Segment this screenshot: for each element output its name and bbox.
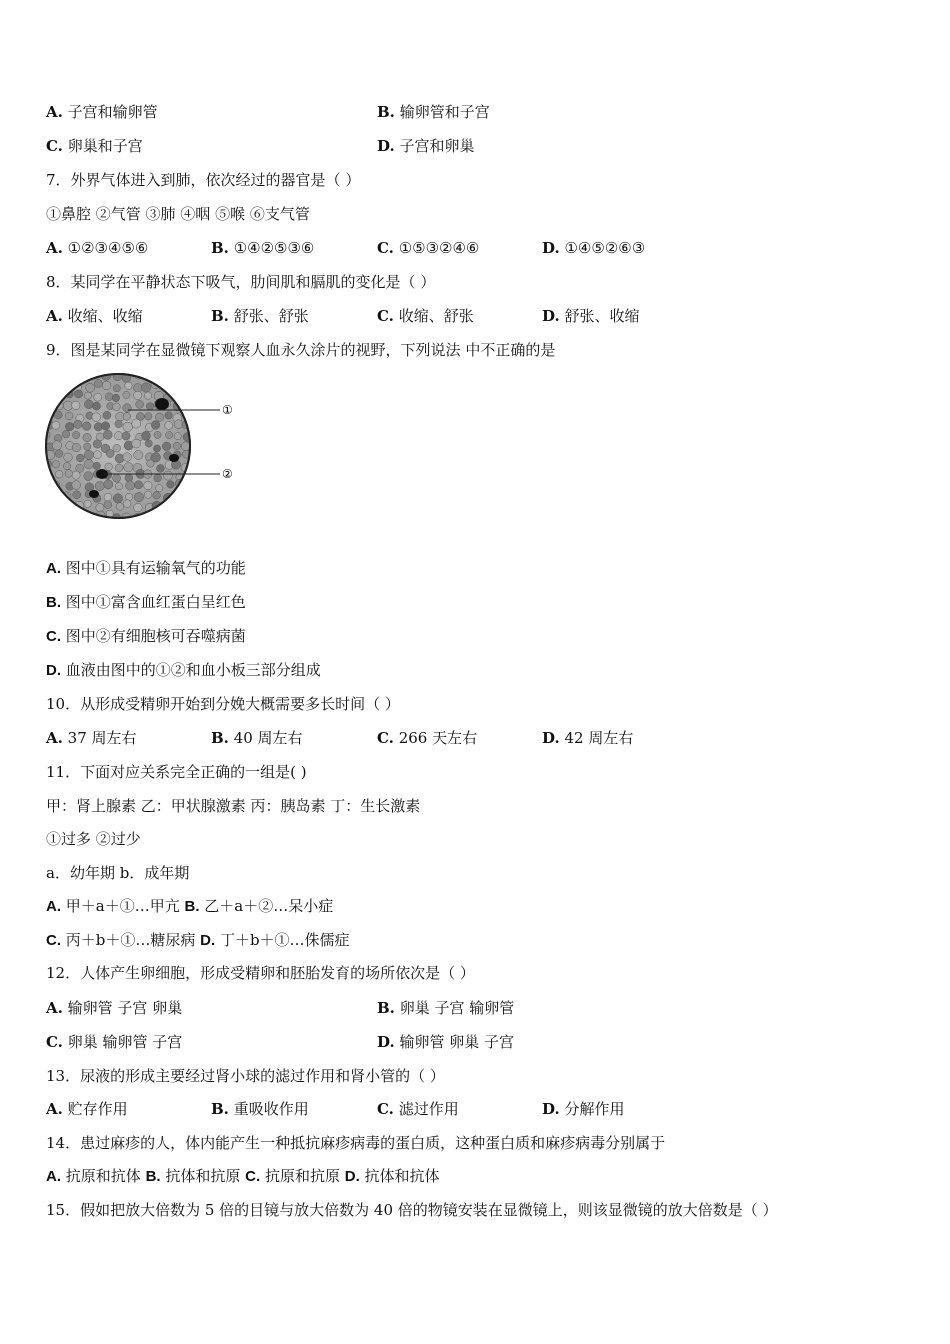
red-blood-cell — [115, 464, 123, 472]
red-blood-cell — [65, 412, 73, 420]
q7-items: ①鼻腔 ②气管 ③肺 ④咽 ⑤喉 ⑥支气管 — [46, 205, 310, 223]
red-blood-cell — [83, 433, 91, 441]
red-blood-cell — [113, 444, 121, 452]
red-blood-cell — [93, 440, 101, 448]
red-blood-cell — [44, 399, 53, 409]
red-blood-cell — [105, 393, 113, 401]
red-blood-cell — [46, 381, 54, 389]
red-blood-cell — [155, 413, 163, 421]
red-blood-cell — [184, 394, 193, 403]
q10-option-d: D. 42 周左右 — [542, 729, 634, 747]
red-blood-cell — [104, 501, 112, 509]
red-blood-cell — [124, 463, 133, 472]
red-blood-cell — [181, 442, 190, 451]
q12-option-d: D. 输卵管 卵巢 子宫 — [377, 1033, 515, 1051]
red-blood-cell — [44, 492, 51, 501]
red-blood-cell — [125, 493, 132, 500]
blood-smear-figure — [44, 370, 244, 522]
red-blood-cell — [72, 471, 80, 479]
red-blood-cell — [76, 454, 84, 462]
q12-option-a: A. 输卵管 子宫 卵巢 — [46, 999, 183, 1017]
red-blood-cell — [103, 411, 111, 419]
red-blood-cell — [174, 433, 181, 440]
q10-option-c: C. 266 天左右 — [377, 729, 478, 747]
red-blood-cell — [162, 512, 170, 520]
red-blood-cell — [52, 441, 61, 450]
q7-option-d: D. ①④⑤②⑥③ — [542, 239, 646, 257]
red-blood-cell — [176, 512, 184, 520]
red-blood-cell — [162, 442, 171, 451]
red-blood-cell — [55, 471, 63, 479]
red-blood-cell — [66, 509, 75, 518]
red-blood-cell — [184, 493, 192, 501]
red-blood-cell — [72, 401, 80, 409]
q9-option-b: B. 图中①富含血红蛋白呈红色 — [46, 593, 246, 611]
red-blood-cell — [172, 371, 180, 379]
q7-option-b: B. ①④②⑤③⑥ — [211, 239, 315, 257]
red-blood-cell — [84, 443, 91, 450]
red-blood-cell — [84, 500, 91, 507]
q15-stem: 15．假如把放大倍数为 5 倍的目镜与放大倍数为 40 倍的物镜安装在显微镜上，则该显微镜的放大倍数是（ ） — [46, 1201, 778, 1219]
red-blood-cell — [165, 384, 173, 392]
red-blood-cell — [112, 394, 119, 401]
red-blood-cell — [72, 431, 79, 438]
q11-periods: a．幼年期 b．成年期 — [46, 864, 190, 882]
red-blood-cell — [64, 453, 73, 462]
red-blood-cell — [75, 390, 83, 398]
red-blood-cell — [105, 463, 113, 471]
red-blood-cell — [167, 481, 174, 488]
red-blood-cell — [44, 390, 52, 398]
red-blood-cell — [96, 504, 104, 512]
red-blood-cell — [52, 421, 60, 429]
q13-option-c: C. 滤过作用 — [377, 1100, 459, 1118]
red-blood-cell — [76, 511, 85, 520]
red-blood-cell — [114, 432, 122, 440]
red-blood-cell — [116, 503, 124, 511]
red-blood-cell — [123, 453, 132, 462]
q11-options-cd: C. 丙＋b＋①…糖尿病 D. 丁＋b＋①…侏儒症 — [46, 931, 350, 949]
q8-option-d: D. 舒张、收缩 — [542, 307, 640, 325]
red-blood-cell — [113, 385, 120, 392]
red-blood-cell — [173, 380, 180, 387]
red-blood-cell — [51, 511, 60, 520]
q7-stem: 7．外界气体进入到肺，依次经过的器官是（ ） — [46, 171, 361, 189]
red-blood-cell — [136, 400, 144, 408]
red-blood-cell — [142, 431, 151, 440]
red-blood-cell — [52, 461, 59, 468]
red-blood-cell — [146, 403, 153, 410]
red-blood-cell — [65, 470, 73, 478]
red-blood-cell — [63, 462, 70, 469]
red-blood-cell — [147, 460, 154, 467]
red-blood-cell — [54, 372, 61, 379]
red-blood-cell — [55, 450, 63, 458]
red-blood-cell — [45, 484, 53, 492]
q12-option-c: C. 卵巢 输卵管 子宫 — [46, 1033, 183, 1051]
red-blood-cell — [173, 442, 180, 449]
red-blood-cell — [184, 383, 193, 392]
red-blood-cell — [135, 481, 143, 489]
red-blood-cell — [94, 380, 102, 388]
red-blood-cell — [65, 372, 73, 380]
q13-option-d: D. 分解作用 — [542, 1100, 625, 1118]
q8-option-c: C. 收缩、舒张 — [377, 307, 474, 325]
red-blood-cell — [92, 413, 101, 422]
red-blood-cell — [125, 474, 133, 482]
red-blood-cell — [84, 460, 93, 469]
red-blood-cell — [183, 401, 191, 409]
red-blood-cell — [145, 440, 152, 447]
red-blood-cell — [63, 401, 72, 410]
red-blood-cell — [166, 432, 173, 439]
q8-option-b: B. 舒张、舒张 — [211, 307, 309, 325]
red-blood-cell — [54, 384, 62, 392]
q6-option-d: D. 子宫和卵巢 — [377, 137, 475, 155]
red-blood-cell — [144, 491, 151, 498]
red-blood-cell — [62, 430, 70, 438]
red-blood-cell — [152, 513, 161, 522]
red-blood-cell — [93, 462, 100, 469]
red-blood-cell — [123, 404, 132, 413]
red-blood-cell — [134, 384, 143, 393]
red-blood-cell — [141, 383, 150, 392]
blood-smear-image — [44, 370, 244, 522]
red-blood-cell — [52, 489, 61, 498]
red-blood-cell — [101, 422, 109, 430]
red-blood-cell — [115, 454, 124, 463]
red-blood-cell — [134, 391, 142, 399]
red-blood-cell — [102, 381, 111, 390]
red-blood-cell — [113, 494, 122, 503]
red-blood-cell — [44, 511, 50, 519]
q13-option-b: B. 重吸收作用 — [211, 1100, 309, 1118]
red-blood-cell — [113, 403, 121, 411]
q9-stem: 9．图是某同学在显微镜下观察人血永久涂片的视野，下列说法 中不正确的是 — [46, 341, 556, 359]
q6-option-b: B. 输卵管和子宫 — [377, 103, 490, 121]
red-blood-cell — [154, 431, 161, 438]
red-blood-cell — [72, 443, 81, 452]
red-blood-cell — [84, 450, 93, 459]
q11-stem: 11．下面对应关系完全正确的一组是( ) — [46, 763, 307, 781]
red-blood-cell — [156, 485, 163, 492]
red-blood-cell — [72, 481, 81, 490]
red-blood-cell — [157, 465, 165, 473]
red-blood-cell — [113, 474, 121, 482]
red-blood-cell — [62, 380, 71, 389]
red-blood-cell — [165, 421, 173, 429]
red-blood-cell — [104, 493, 112, 501]
red-blood-cell — [174, 420, 183, 429]
q11-hormones: 甲：肾上腺素 乙：甲状腺激素 丙：胰岛素 丁：生长激素 — [46, 797, 421, 815]
figure-label-1: ① — [222, 403, 233, 417]
q7-option-c: C. ①⑤③②④⑥ — [377, 239, 480, 257]
q9-option-a: A. 图中①具有运输氧气的功能 — [46, 559, 246, 577]
red-blood-cell — [183, 509, 192, 518]
q6-option-a: A. 子宫和输卵管 — [46, 103, 158, 121]
red-blood-cell — [44, 373, 51, 380]
red-blood-cell — [94, 393, 102, 401]
red-blood-cell — [165, 412, 172, 419]
red-blood-cell — [134, 450, 143, 459]
red-blood-cell — [84, 392, 91, 399]
red-blood-cell — [163, 471, 172, 480]
red-blood-cell — [153, 492, 161, 500]
red-blood-cell — [106, 450, 114, 458]
red-blood-cell — [153, 374, 161, 382]
red-blood-cell — [84, 400, 93, 409]
q13-stem: 13．尿液的形成主要经过肾小球的滤过作用和肾小管的（ ） — [46, 1067, 445, 1085]
red-blood-cell — [171, 502, 180, 511]
red-blood-cell — [56, 503, 63, 510]
red-blood-cell — [84, 472, 93, 481]
red-blood-cell — [134, 503, 143, 512]
red-blood-cell — [103, 430, 112, 439]
q10-stem: 10．从形成受精卵开始到分娩大概需要多长时间（ ） — [46, 695, 400, 713]
red-blood-cell — [104, 480, 113, 489]
figure-label-2: ② — [222, 467, 233, 481]
red-blood-cell — [163, 504, 172, 513]
red-blood-cell — [153, 445, 160, 452]
q12-option-b: B. 卵巢 子宫 输卵管 — [377, 999, 515, 1017]
q10-option-a: A. 37 周左右 — [46, 729, 137, 747]
red-blood-cell — [74, 420, 82, 428]
red-blood-cell — [144, 392, 151, 399]
q11-amounts: ①过多 ②过少 — [46, 830, 141, 848]
red-blood-cell — [115, 483, 122, 490]
red-blood-cell — [183, 504, 191, 512]
red-blood-cell — [65, 422, 73, 430]
red-blood-cell — [82, 422, 91, 431]
red-blood-cell — [123, 391, 130, 398]
red-blood-cell — [84, 514, 92, 522]
red-blood-cell — [93, 451, 101, 459]
red-blood-cell — [164, 371, 173, 380]
red-blood-cell — [151, 421, 160, 430]
q12-stem: 12．人体产生卵细胞，形成受精卵和胚胎发育的场所依次是（ ） — [46, 964, 475, 982]
red-blood-cell — [45, 505, 52, 512]
white-blood-cell — [89, 490, 99, 498]
red-blood-cell — [95, 481, 104, 490]
q8-option-a: A. 收缩、收缩 — [46, 307, 143, 325]
white-blood-cell — [155, 398, 169, 410]
red-blood-cell — [123, 500, 131, 508]
q8-stem: 8．某同学在平静状态下吸气，肋间肌和膈肌的变化是（ ） — [46, 273, 436, 291]
q9-option-d: D. 血液由图中的①②和血小板三部分组成 — [46, 661, 321, 679]
red-blood-cell — [181, 371, 190, 380]
red-blood-cell — [187, 484, 194, 491]
red-blood-cell — [93, 402, 101, 410]
red-blood-cell — [132, 419, 141, 428]
q7-option-a: A. ①②③④⑤⑥ — [46, 239, 149, 257]
red-blood-cell — [75, 370, 83, 378]
q14-options: A. 抗原和抗体 B. 抗体和抗原 C. 抗原和抗原 D. 抗体和抗体 — [46, 1167, 440, 1185]
red-blood-cell — [145, 513, 154, 522]
red-blood-cell — [86, 383, 95, 392]
red-blood-cell — [122, 432, 130, 440]
q13-option-a: A. 贮存作用 — [46, 1100, 128, 1118]
red-blood-cell — [123, 422, 133, 432]
q14-stem: 14．患过麻疹的人，体内能产生一种抵抗麻疹病毒的蛋白质，这种蛋白质和麻疹病毒分别属于 — [46, 1134, 666, 1152]
red-blood-cell — [144, 481, 152, 489]
red-blood-cell — [123, 413, 131, 421]
q6-option-c: C. 卵巢和子宫 — [46, 137, 143, 155]
red-blood-cell — [154, 474, 162, 482]
q11-options-ab: A. 甲＋a＋①…甲亢 B. 乙＋a＋②…呆小症 — [46, 897, 334, 915]
red-blood-cell — [62, 500, 71, 509]
red-blood-cell — [144, 372, 151, 379]
q9-option-c: C. 图中②有细胞核可吞噬病菌 — [46, 627, 246, 645]
red-blood-cell — [132, 439, 141, 448]
red-blood-cell — [134, 492, 143, 501]
red-blood-cell — [115, 420, 122, 427]
red-blood-cell — [174, 492, 182, 500]
red-blood-cell — [174, 393, 183, 402]
red-blood-cell — [52, 391, 60, 399]
red-blood-cell — [85, 370, 94, 379]
red-blood-cell — [126, 481, 135, 490]
red-blood-cell — [73, 491, 81, 499]
red-blood-cell — [145, 413, 152, 420]
q10-option-b: B. 40 周左右 — [211, 729, 303, 747]
white-blood-cell — [169, 454, 179, 462]
red-blood-cell — [125, 382, 132, 389]
